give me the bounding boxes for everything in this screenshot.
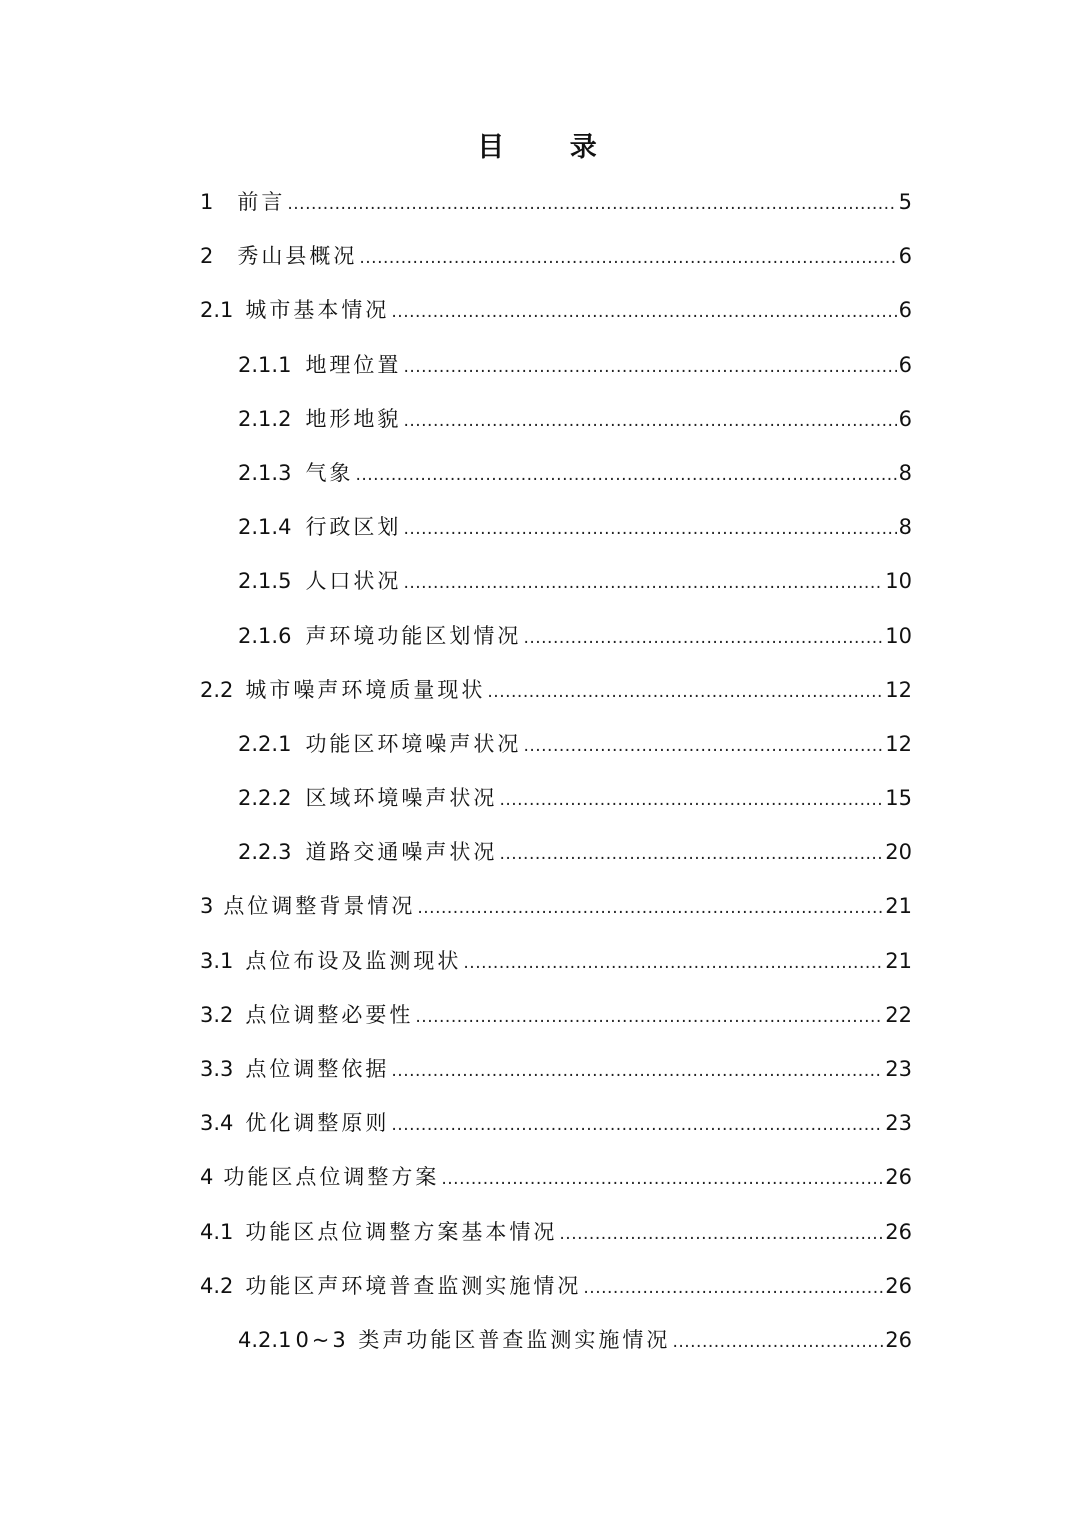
- toc-entry-page-number: 6: [898, 298, 912, 323]
- toc-entry-page-number: 22: [885, 1002, 912, 1027]
- toc-entry[interactable]: [200, 1264, 912, 1318]
- toc-entry-title: 道路交通噪声状况: [305, 840, 498, 865]
- toc-entry-page-number: 26: [885, 1165, 912, 1190]
- toc-entry-title: 区域环境噪声状况: [305, 786, 498, 811]
- toc-entry-number: 3.1: [200, 948, 234, 973]
- toc-entry-page-number: 26: [885, 1273, 912, 1298]
- toc-dot-leader: [403, 507, 896, 551]
- toc-dot-leader: [441, 1157, 883, 1201]
- toc-entry-title: 点位调整必要性: [245, 1002, 414, 1027]
- toc-entry[interactable]: [200, 614, 912, 668]
- toc-entry[interactable]: [200, 343, 912, 397]
- toc-entry-number: 2.2.3: [238, 840, 292, 865]
- toc-entry[interactable]: [200, 1101, 912, 1155]
- toc-entry-page-number: 23: [885, 1057, 912, 1081]
- toc-entry-title: 前言: [237, 190, 286, 214]
- toc-dot-leader: [287, 182, 896, 226]
- toc-dot-leader: [403, 399, 896, 443]
- toc-dot-leader: [417, 886, 883, 930]
- toc-entry-page-number: 8: [898, 460, 912, 485]
- toc-dot-leader: [359, 236, 896, 280]
- toc-entry[interactable]: [200, 1210, 912, 1264]
- toc-entry-number: 4: [200, 1165, 214, 1190]
- toc-entry[interactable]: [200, 559, 912, 613]
- toc-entry-number: 4.2.1: [238, 1327, 292, 1352]
- toc-entry-number: 2.2.1: [238, 731, 292, 756]
- toc-entry-page-number: 15: [885, 786, 912, 811]
- toc-entry[interactable]: [200, 776, 912, 830]
- toc-entry[interactable]: [200, 668, 912, 722]
- toc-entry-title: 点位调整依据: [245, 1057, 390, 1081]
- toc-entry[interactable]: [200, 884, 912, 938]
- toc-dot-leader: [391, 1049, 883, 1093]
- toc-entry[interactable]: [200, 993, 912, 1047]
- toc-entry-title: 城市基本情况: [245, 298, 390, 323]
- toc-entry-title: 功能区声环境普查监测实施情况: [245, 1273, 582, 1298]
- toc-entry-title: 功能区环境噪声状况: [305, 731, 522, 756]
- toc-entry-title: 地理位置: [305, 352, 402, 377]
- toc-entry-title: 功能区点位调整方案: [223, 1165, 440, 1190]
- toc-entry[interactable]: [200, 234, 912, 288]
- toc-entry[interactable]: [200, 830, 912, 884]
- toc-dot-leader: [499, 778, 883, 822]
- toc-entry-page-number: 10: [885, 569, 912, 594]
- toc-dot-leader: [403, 561, 883, 605]
- toc-list: [200, 180, 912, 1372]
- toc-entry-number: 2.1.3: [238, 460, 292, 485]
- toc-entry-page-number: 12: [885, 677, 912, 702]
- toc-entry[interactable]: [200, 1318, 912, 1372]
- toc-entry-number: 3: [200, 894, 214, 919]
- toc-entry-page-number: 23: [885, 1111, 912, 1136]
- toc-entry-page-number: 20: [885, 840, 912, 865]
- toc-dot-leader: [499, 832, 883, 876]
- toc-dot-leader: [523, 724, 883, 768]
- toc-entry-number: 3.4: [200, 1111, 234, 1136]
- toc-entry[interactable]: [200, 288, 912, 342]
- toc-entry-number: 2.2: [200, 677, 234, 702]
- toc-entry-number: 3.2: [200, 1002, 234, 1027]
- toc-dot-leader: [391, 1103, 883, 1147]
- toc-entry-title: 点位调整背景情况: [223, 894, 416, 919]
- toc-entry-page-number: 6: [898, 244, 912, 269]
- toc-entry-title: 城市噪声环境质量现状: [245, 677, 486, 702]
- toc-entry[interactable]: [200, 505, 912, 559]
- toc-entry-page-number: 6: [898, 406, 912, 431]
- toc-entry-title: 声环境功能区划情况: [305, 623, 522, 648]
- toc-entry[interactable]: [200, 1155, 912, 1209]
- toc-dot-leader: [415, 995, 883, 1039]
- toc-entry-page-number: 26: [885, 1327, 912, 1352]
- toc-entry-title: 优化调整原则: [245, 1111, 390, 1136]
- toc-entry-page-number: 8: [898, 515, 912, 540]
- toc-entry-number: 2.1: [200, 298, 234, 323]
- toc-entry-page-number: 6: [898, 352, 912, 377]
- toc-entry-page-number: 26: [885, 1219, 912, 1244]
- toc-entry-number: 2.1.6: [238, 623, 292, 648]
- toc-entry[interactable]: [200, 939, 912, 993]
- toc-entry-title: 人口状况: [305, 569, 402, 594]
- toc-entry-page-number: 5: [898, 190, 912, 214]
- toc-entry-title: 点位布设及监测现状: [245, 948, 462, 973]
- toc-entry-number: 4.1: [200, 1219, 234, 1244]
- toc-entry-title: 功能区点位调整方案基本情况: [245, 1219, 558, 1244]
- toc-entry[interactable]: [200, 397, 912, 451]
- toc-entry-number: 2.1.4: [238, 515, 292, 540]
- toc-dot-leader: [355, 453, 896, 497]
- toc-entry-title: 行政区划: [305, 515, 402, 540]
- toc-entry-number: 4.2: [200, 1273, 234, 1298]
- toc-entry-number: 2.1.2: [238, 406, 292, 431]
- toc-title: 目 录: [477, 132, 625, 163]
- toc-entry-number: 3.3: [200, 1057, 234, 1081]
- toc-entry[interactable]: [200, 180, 912, 234]
- toc-entry-title: 0~3 类声功能区普查监测实施情况: [295, 1327, 671, 1352]
- toc-dot-leader: [583, 1266, 883, 1310]
- toc-entry-page-number: 10: [885, 623, 912, 648]
- toc-entry[interactable]: [200, 722, 912, 776]
- toc-entry-page-number: 21: [885, 948, 912, 973]
- toc-dot-leader: [403, 345, 896, 389]
- toc-entry-number: 2: [200, 244, 214, 269]
- toc-dot-leader: [463, 941, 883, 985]
- toc-entry[interactable]: [200, 451, 912, 505]
- toc-dot-leader: [523, 616, 883, 660]
- toc-entry-title: 气象: [305, 460, 354, 485]
- toc-dot-leader: [672, 1320, 883, 1364]
- toc-entry-page-number: 21: [885, 894, 912, 919]
- toc-dot-leader: [559, 1212, 883, 1256]
- toc-entry-number: 2.1.1: [238, 352, 292, 377]
- toc-entry-page-number: 12: [885, 731, 912, 756]
- toc-dot-leader: [391, 290, 896, 334]
- toc-entry-number: 2.1.5: [238, 569, 292, 594]
- toc-entry-number: 2.2.2: [238, 786, 292, 811]
- toc-dot-leader: [487, 670, 883, 714]
- toc-entry[interactable]: [200, 1047, 912, 1101]
- toc-entry-number: 1: [200, 190, 214, 214]
- toc-entry-title: 秀山县概况: [237, 244, 358, 269]
- toc-entry-title: 地形地貌: [305, 406, 402, 431]
